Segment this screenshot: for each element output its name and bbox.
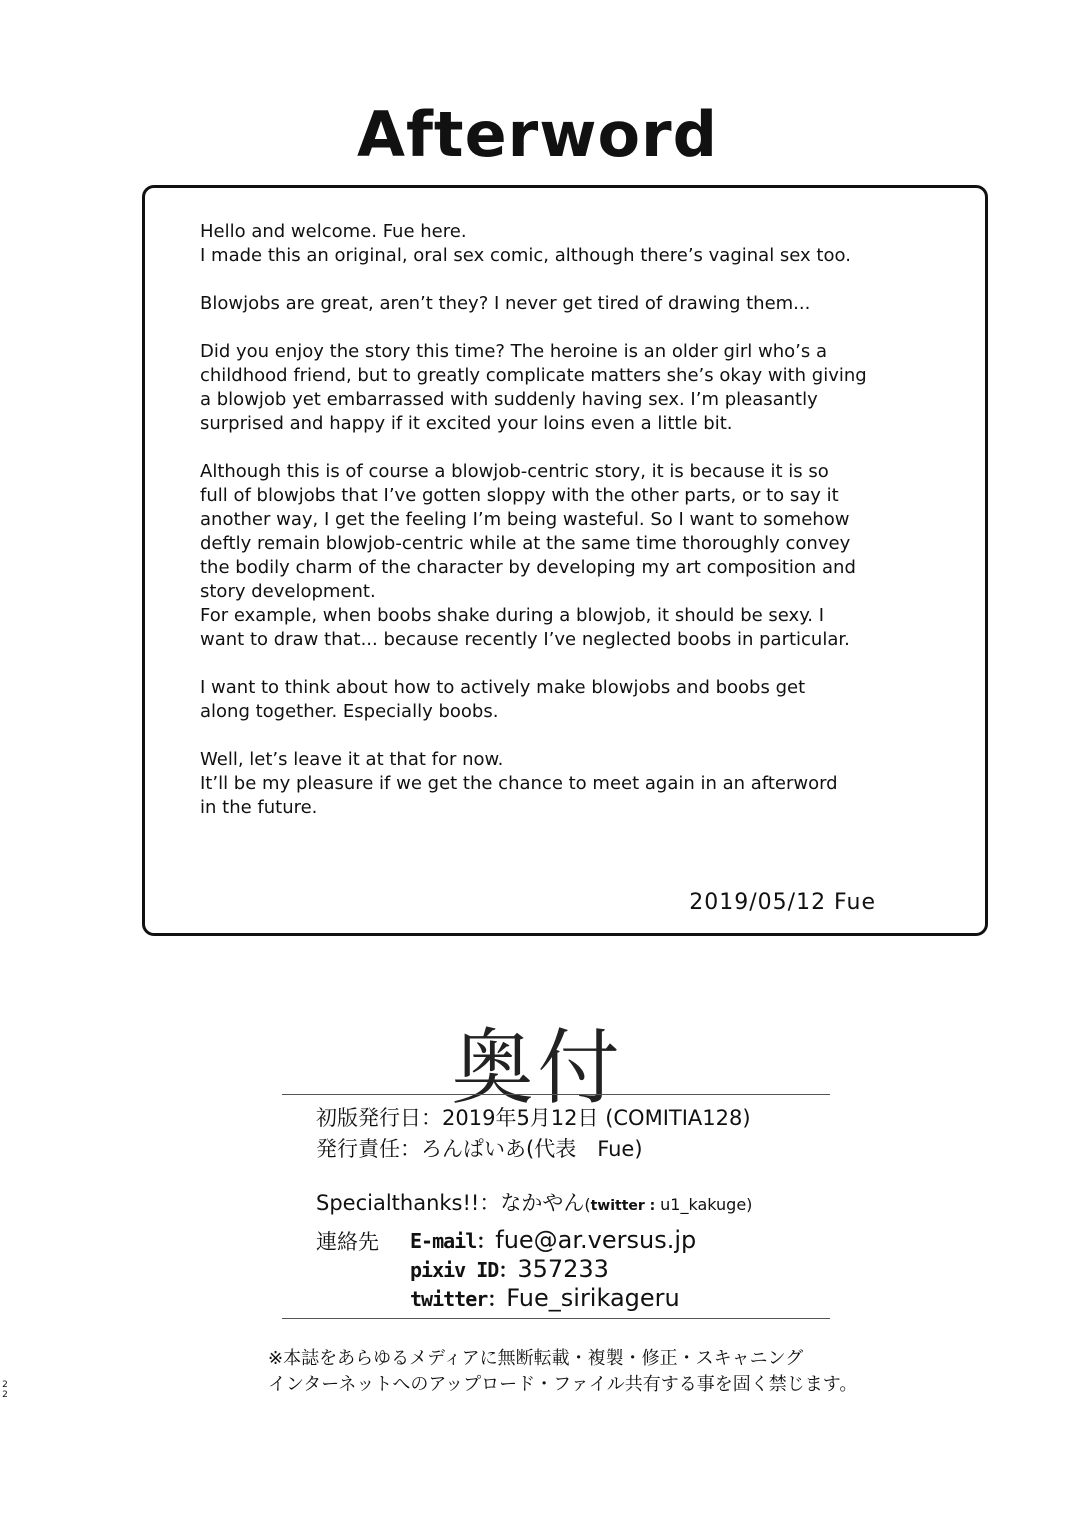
first-edition-date: 初版発行日：2019年5月12日 (COMITIA128) (316, 1106, 751, 1130)
colophon-bottom-rule (282, 1318, 830, 1319)
copyright-notice-line: インターネットへのアップロード・ファイル共有する事を固く禁じます。 (268, 1374, 858, 1395)
contact-twitter-key: twitter： (410, 1287, 507, 1311)
afterword-paragraph: Well, let’s leave it at that for now. It’ll be my pleasure if we get the chance to meet again in an afterword in the future. (200, 749, 838, 818)
copyright-notice-line: ※本誌をあらゆるメディアに無断転載・複製・修正・スキャニング (268, 1348, 804, 1369)
contact-pixiv-value: 357233 (517, 1255, 609, 1283)
afterword-paragraph: Blowjobs are great, aren’t they? I never get tired of drawing them... (200, 293, 811, 314)
colophon-top-rule (282, 1094, 830, 1095)
publisher-line: 発行責任：ろんぱいあ(代表 Fue) (316, 1137, 643, 1161)
copyright-notice (268, 1346, 857, 1398)
afterword-paragraph: Hello and welcome. Fue here. I made this an original, oral sex comic, although there’s vaginal sex too. (200, 221, 851, 266)
page-number: 22 (2, 1380, 8, 1400)
afterword-signature: 2019/05/12 Fue (689, 890, 876, 915)
contact-pixiv (410, 1254, 609, 1283)
contact-email-key: E-mail： (410, 1229, 496, 1253)
afterword-paragraph: Did you enjoy the story this time? The heroine is an older girl who’s a childhood friend, but to greatly complicate matters she’s okay with giving a blowjob yet embarrassed with suddenly having sex. I’m pleasantly surprised and happy if it excited your loins even a little bit. (200, 341, 867, 434)
special-thanks-twitter-value: u1_kakuge (660, 1195, 747, 1214)
contact-pixiv-key: pixiv ID： (410, 1258, 518, 1282)
contact-label: 連絡先 (316, 1230, 379, 1254)
special-thanks-twitter-key: twitter : (590, 1198, 661, 1214)
contact-email (410, 1225, 696, 1254)
colophon-heading: 奥付 (451, 1021, 624, 1116)
afterword-body (200, 220, 960, 820)
contact-twitter-value: Fue_sirikageru (506, 1284, 680, 1312)
afterword-paragraph: Although this is of course a blowjob-centric story, it is because it is so full of blowjobs that I’ve gotten sloppy with the other parts, or to say it another way, I get the feeling I’m being wasteful. So I want to somehow deftly remain blowjob-centric while at the same time thoroughly convey the bodily charm of the character by developing my art composition and story development. For example, when boobs shake during a blowjob, it should be sexy. I want to draw that... because recently I’ve neglected boobs in particular. (200, 461, 856, 650)
special-thanks: Specialthanks!!：なかやん(twitter : u1_kakuge) (316, 1191, 753, 1215)
page-title: Afterword (356, 98, 719, 171)
special-thanks-label: Specialthanks!!：なかやん (316, 1191, 585, 1215)
contact-twitter (410, 1283, 680, 1312)
contact-email-value: fue@ar.versus.jp (495, 1226, 697, 1254)
afterword-paragraph: I want to think about how to actively make blowjobs and boobs get along together. Especially boobs. (200, 677, 806, 722)
